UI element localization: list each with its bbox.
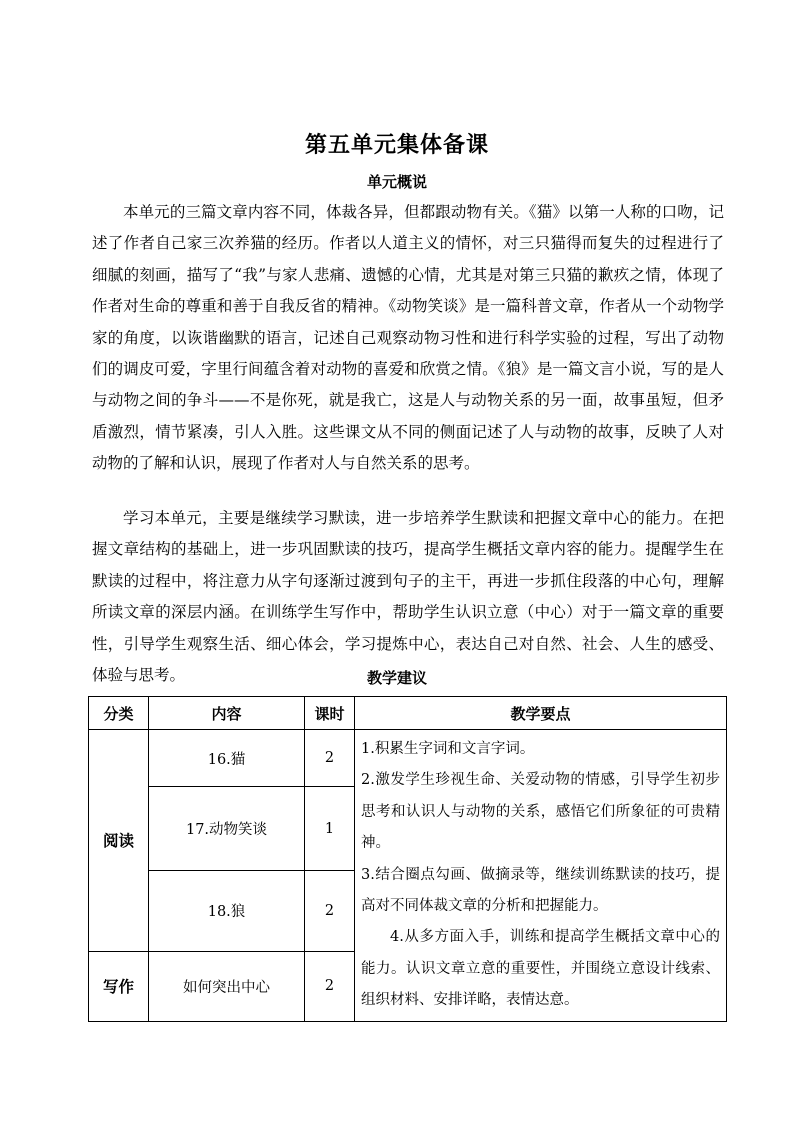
key-point-2: 2.激发学生珍视生命、关爱动物的情感，引导学生初步思考和认识人与动物的关系，感悟它们所象征的可贵精神。 <box>361 772 720 852</box>
hours-cell: 1 <box>305 787 355 871</box>
category-writing: 写作 <box>89 951 149 1021</box>
hours-cell: 2 <box>305 730 355 787</box>
page-title: 第五单元集体备课 <box>304 132 489 158</box>
key-point-4: 4.从多方面入手，训练和提高学生概括文章中心的能力。认识文章立意的重要性，并围绕立意设计线索、组织材料、安排详略，表情达意。 <box>361 929 720 1009</box>
overview-heading: 单元概说 <box>366 173 427 191</box>
hours-cell: 2 <box>305 951 355 1021</box>
header-hours: 课时 <box>305 697 355 730</box>
overview-paragraph-1: 本单元的三篇文章内容不同，体裁各异，但都跟动物有关。《猫》以第一人称的口吻，记述了作者自己家三次养猫的经历。作者以人道主义的情怀，对三只猫得而复失的过程进行了细腻的刻画，描写了“我”与家人悲痛、遗憾的心情，尤其是对第三只猫的歉疚之情，体现了作者对生命的尊重和善于自我反省的精神。《动物笑谈》是一篇科普文章，作者从一个动物学家的角度，以诙谐幽默的语言，记述自己观察动物习性和进行科学实验的过程，写出了动物们的调皮可爱，字里行间蕴含着对动物的喜爱和欣赏之情。《狼》是一篇文言小说，写的是人与动物之间的争斗——不是你死，就是我亡，这是人与动物关系的另一面，故事虽短，但矛盾激烈，情节紧凑，引人入胜。这些课文从不同的侧面记述了人与动物的故事，反映了人对动物的了解和认识，展现了作者对人与自然关系的思考。 <box>92 203 724 473</box>
key-point-3: 3.结合圈点勾画、做摘录等，继续训练默读的技巧，提高对不同体裁文章的分析和把握能力。 <box>361 866 720 915</box>
header-content: 内容 <box>149 697 305 730</box>
hours-cell: 2 <box>305 871 355 951</box>
teaching-plan-table <box>88 696 727 1022</box>
content-cell: 18.狼 <box>149 871 305 951</box>
content-cell: 如何突出中心 <box>149 951 305 1021</box>
header-category: 分类 <box>89 697 149 730</box>
table-header-row <box>89 697 727 730</box>
suggestions-heading: 教学建议 <box>366 669 427 687</box>
key-point-1: 1.积累生字词和文言字词。 <box>361 741 535 757</box>
table-row <box>89 730 727 787</box>
overview-paragraph-2: 学习本单元，主要是继续学习默读，进一步培养学生默读和把握文章中心的能力。在把握文章结构的基础上，进一步巩固默读的技巧，提高学生概括文章内容的能力。提醒学生在默读的过程中，将注意力从字句逐渐过渡到句子的主干，再进一步抓住段落的中心句，理解所读文章的深层内涵。在训练学生写作中，帮助学生认识立意（中心）对于一篇文章的重要性，引导学生观察生活、细心体会，学习提炼中心，表达自己对自然、社会、人生的感受、体验与思考。 <box>92 509 724 685</box>
content-cell: 17.动物笑谈 <box>149 787 305 871</box>
content-cell: 16.猫 <box>149 730 305 787</box>
category-reading: 阅读 <box>89 730 149 952</box>
key-points-cell <box>355 730 727 1022</box>
header-key-points: 教学要点 <box>355 697 727 730</box>
